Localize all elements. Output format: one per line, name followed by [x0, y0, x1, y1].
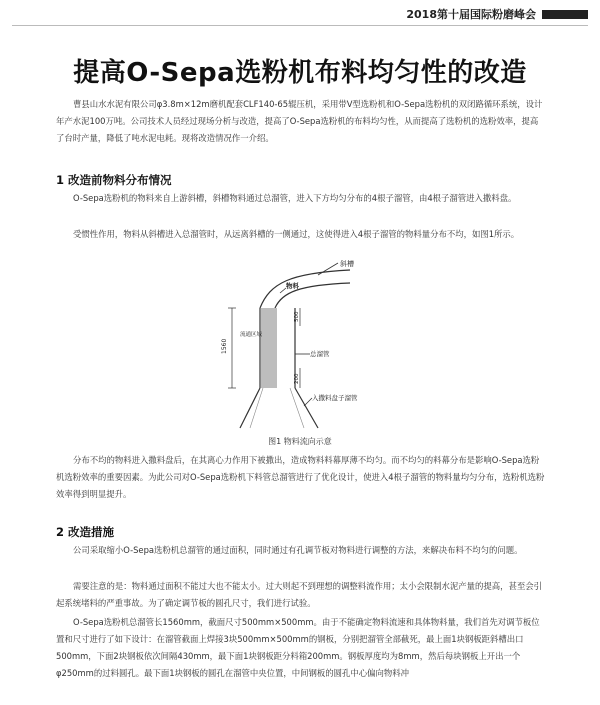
paragraph-after-figure: 分布不均的物料进入撒料盘后，在其离心力作用下被撒出，造成物料料幕厚薄不均匀。而不均匀的料幕分布是影响O-Sepa选粉机选粉效率的重要因素。为此公司对O-Sepa选粉机下料管总溜管进行了优化设计，使进入4根子溜管的物料量均匀分布，选粉机选粉效率得到明显提升。: [56, 455, 545, 499]
section-2-paragraph-2: 需要注意的是：物料通过面积不能过大也不能太小。过大则起不到理想的调整料流作用；太小会限制水泥产量的提高，甚至会引起系统堵料的严重事故。为了确定调节板的圆孔尺寸，我们进行试验。: [56, 581, 542, 608]
header-rule: [12, 25, 588, 26]
section-2-heading: 2 改造措施: [56, 525, 115, 539]
paper-title: 提高O-Sepa选粉机布料均匀性的改造: [73, 58, 527, 88]
section-2-paragraph-3: O-Sepa选粉机总溜管长1560mm，截面尺寸500mm×500mm。由于不能确定物料流速和具体物料量，我们首先对调节板位置和尺寸进行了如下设计：在溜管截面上焊接3块500mm×500mm的钢板，分别把溜管全部截死，最上面1块钢板距斜槽出口500mm，下面2块钢板依次间隔430mm，最下面1块钢板距分料箱200mm。钢板厚度均为8mm，然后每块钢板上开出一个φ250mm的过料圆孔。最下面1块钢板的圆孔在溜管中央位置，中间钢板的圆孔中心偏向物料冲: [56, 617, 540, 678]
section-2-paragraph-1: 公司采取缩小O-Sepa选粉机总溜管的通过面积，同时通过有孔调节板对物料进行调整的方法，来解决布料不均匀的问题。: [73, 545, 523, 555]
running-header: [406, 6, 588, 22]
chute-upper-line: [260, 270, 350, 308]
dim-total: 1560: [221, 338, 228, 354]
section-1-heading: 1 改造前物料分布情况: [56, 173, 172, 187]
conference-name: 2018第十届国际粉磨峰会: [406, 8, 536, 21]
abstract: 曹县山水水泥有限公司φ3.8m×12m磨机配套CLF140-65辊压机，采用带V型选粉机和O-Sepa选粉机的双闭路循环系统，设计年产水泥100万吨。公司技术人员经过现场分析与改造，提高了O-Sepa选粉机的布料均匀性，从而提高了选粉机的选粉效率，提高了台时产量，降低了吨水泥电耗。现将改造情况作一介绍。: [56, 99, 543, 143]
material-flow-diagram: [200, 258, 450, 438]
label-sub-pipe: 入撒料盘子溜管: [312, 394, 358, 402]
label-flow-area: 流通区域: [240, 332, 263, 338]
header-bar: [542, 10, 588, 19]
dim-lower: 200: [294, 373, 300, 384]
dim-upper: 500: [294, 311, 300, 322]
figure-1-caption: 图1 物料流向示意: [268, 437, 332, 446]
sub-pipe-left: [240, 388, 260, 428]
section-1-paragraph-1: O-Sepa选粉机的物料来自上游斜槽，斜槽物料通过总溜管，进入下方均匀分布的4根子溜管，由4根子溜管进入撒料盘。: [73, 193, 517, 203]
material-flow-region: [261, 308, 277, 388]
label-chute: 斜槽: [340, 260, 354, 268]
label-material: 物料: [286, 282, 299, 290]
label-main-pipe: 总溜管: [310, 350, 330, 358]
figure-1: [200, 258, 450, 438]
section-1-paragraph-2: 受惯性作用，物料从斜槽进入总溜管时，从远离斜槽的一侧通过，这使得进入4根子溜管的物料量分布不均，如图1所示。: [73, 229, 520, 239]
